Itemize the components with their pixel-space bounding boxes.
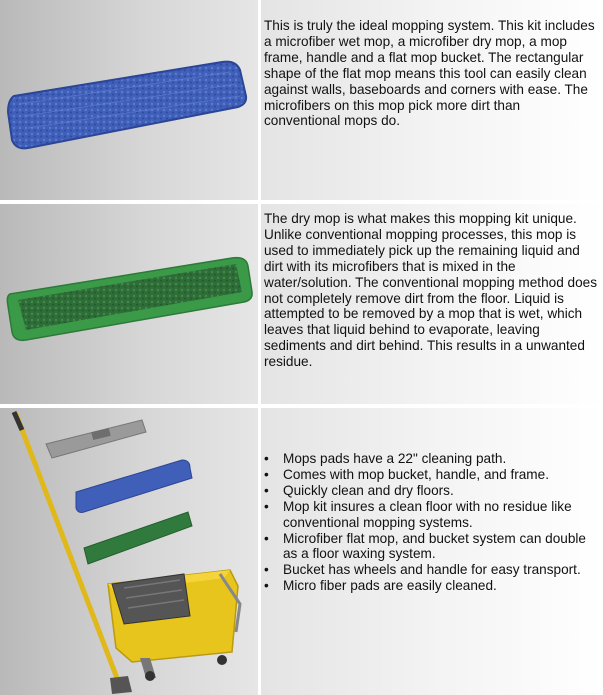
features-text-cell	[261, 408, 603, 695]
feature-text: Mop kit insures a clean floor with no residue like conventional mopping systems.	[283, 498, 572, 530]
bullet-icon: •	[264, 578, 269, 594]
bullet-icon: •	[264, 466, 269, 482]
section-wet-mop	[0, 0, 603, 200]
dry-mop-image-cell	[0, 204, 258, 404]
mop-kit-with-bucket-and-handle-icon	[0, 408, 258, 695]
feature-item	[263, 562, 595, 578]
wet-mop-image-cell	[0, 0, 258, 200]
bullet-icon: •	[264, 482, 269, 498]
section-features	[0, 408, 603, 695]
feature-item	[263, 451, 595, 467]
feature-text: Micro fiber pads are easily cleaned.	[283, 578, 497, 594]
feature-item	[263, 483, 595, 499]
mop-kit-image-cell	[0, 408, 258, 695]
feature-item	[263, 531, 595, 563]
section-dry-mop	[0, 204, 603, 404]
green-microfiber-dry-mop-pad-icon	[0, 204, 258, 404]
dry-mop-text-cell	[261, 204, 603, 404]
feature-text: Mops pads have a 22" cleaning path.	[283, 451, 507, 466]
feature-text: Bucket has wheels and handle for easy transport.	[283, 562, 581, 578]
feature-text: Microfiber flat mop, and bucket system can double as a floor waxing system.	[283, 530, 586, 562]
feature-item	[263, 467, 595, 483]
bullet-icon: •	[264, 451, 269, 466]
bullet-icon: •	[264, 530, 269, 546]
feature-text: Comes with mop bucket, handle, and frame.	[283, 466, 549, 482]
dry-mop-description: The dry mop is what makes this mopping kit unique. Unlike conventional mopping processes, this mop is used to immediately pick up the remaining liquid and dirt with its microfibers that is mixed in the water/solution. The conventional mopping method does not completely remove dirt from the floor. Liquid is attempted to be removed by a mop that is wet, which leaves that liquid behind to evaporate, leaving sediments and dirt behind. This results in a unwanted residue.	[264, 211, 598, 370]
bullet-icon: •	[264, 562, 269, 578]
wet-mop-description: This is truly the ideal mopping system. This kit includes a microfiber wet mop, a microfiber dry mop, a mop frame, handle and a flat mop bucket. The rectangular shape of the flat mop means this tool can easily clean against walls, baseboards and corners with ease. The microfibers on this mop pick more dirt than conventional mops do.	[264, 18, 595, 129]
features-list	[263, 451, 595, 594]
feature-item	[263, 499, 595, 531]
bullet-icon: •	[264, 498, 269, 514]
feature-text: Quickly clean and dry floors.	[283, 482, 454, 498]
blue-microfiber-wet-mop-pad-icon	[0, 0, 258, 200]
feature-item	[263, 578, 595, 594]
wet-mop-text-cell	[261, 0, 603, 200]
